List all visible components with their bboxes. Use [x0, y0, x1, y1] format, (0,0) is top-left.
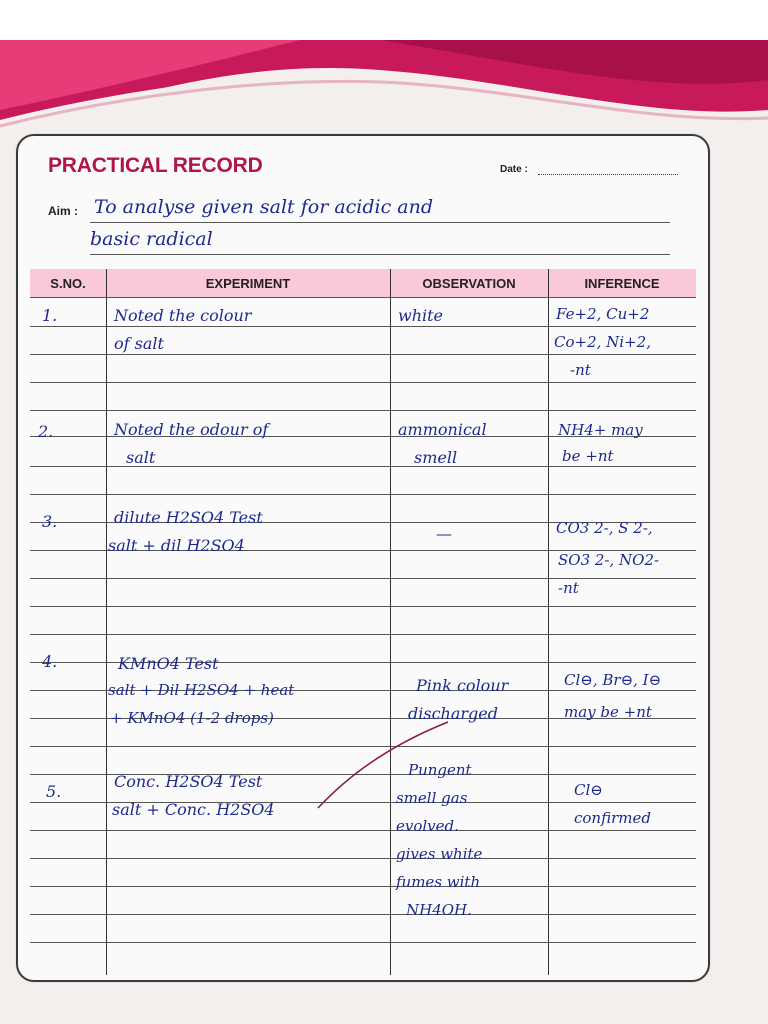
row-3-experiment-line-1: dilute H2SO4 Test — [114, 508, 263, 527]
row-3-observation: — — [436, 524, 452, 543]
row-3-inference-line-1: CO3 2-, S 2-, — [556, 519, 653, 537]
row-2-sno: 2. — [38, 422, 54, 441]
banner-swoosh-graphic — [0, 0, 768, 140]
row-2-observation-line-1: ammonical — [398, 420, 487, 439]
row-4-sno: 4. — [42, 652, 58, 671]
row-5-observation-line-1: Pungent — [408, 761, 472, 779]
row-1-experiment-line-1: Noted the colour — [114, 306, 252, 325]
row-2-inference-line-2: be +nt — [562, 447, 614, 465]
row-4-observation-line-1: Pink colour — [416, 676, 509, 695]
column-header-inference: INFERENCE — [584, 276, 660, 291]
strike-stroke — [18, 136, 708, 980]
row-1-inference-line-3: -nt — [570, 361, 591, 379]
page-title: PRACTICAL RECORD — [48, 154, 263, 177]
row-4-inference-line-2: may be +nt — [564, 703, 652, 721]
row-3-experiment-line-2: salt + dil H2SO4 — [108, 536, 245, 555]
column-header-sno: S.NO. — [50, 276, 86, 291]
row-2-observation-line-2: smell — [414, 448, 458, 467]
row-2-experiment-line-2: salt — [126, 448, 156, 467]
row-5-observation-line-3: evolved. — [396, 817, 459, 835]
row-5-experiment-line-2: salt + Conc. H2SO4 — [112, 800, 275, 819]
row-1-experiment-line-2: of salt — [114, 334, 164, 353]
row-5-observation-line-5: fumes with — [396, 873, 481, 891]
row-1-inference-line-1: Fe+2, Cu+2 — [556, 305, 650, 323]
row-5-sno: 5. — [46, 782, 62, 801]
row-4-inference-line-1: Cl⊖, Br⊖, I⊖ — [564, 671, 662, 689]
practical-record-sheet — [16, 134, 710, 982]
column-header-experiment: EXPERIMENT — [205, 276, 291, 291]
row-5-inference-line-2: confirmed — [574, 809, 651, 827]
row-5-observation-line-6: NH4OH. — [406, 901, 472, 919]
aim-text-line-2: basic radical — [90, 228, 213, 250]
aim-text-line-1: To analyse given salt for acidic and — [94, 196, 434, 218]
decorative-banner — [0, 0, 768, 140]
row-2-inference-line-1: NH4+ may — [558, 421, 643, 439]
row-1-inference-line-2: Co+2, Ni+2, — [554, 333, 651, 351]
row-5-observation-line-4: gives white — [396, 845, 483, 863]
row-4-experiment-line-1: KMnO4 Test — [118, 654, 219, 673]
row-4-experiment-line-2: salt + Dil H2SO4 + heat — [108, 681, 295, 699]
row-4-observation-line-2: discharged — [408, 704, 498, 723]
aim-label: Aim : — [48, 204, 78, 218]
row-3-sno: 3. — [42, 512, 58, 531]
column-header-observation: OBSERVATION — [422, 276, 516, 291]
row-3-inference-line-2: SO3 2-, NO2- — [558, 551, 660, 569]
date-label: Date : — [500, 164, 528, 175]
row-5-observation-line-2: smell gas — [396, 789, 468, 807]
row-1-observation: white — [398, 306, 444, 325]
row-3-inference-line-3: -nt — [558, 579, 579, 597]
row-2-experiment-line-1: Noted the odour of — [114, 420, 269, 439]
row-4-experiment-line-3: + KMnO4 (1-2 drops) — [110, 709, 274, 727]
row-5-inference-line-1: Cl⊖ — [574, 781, 603, 799]
row-5-experiment-line-1: Conc. H2SO4 Test — [114, 772, 263, 791]
row-1-sno: 1. — [42, 306, 58, 325]
